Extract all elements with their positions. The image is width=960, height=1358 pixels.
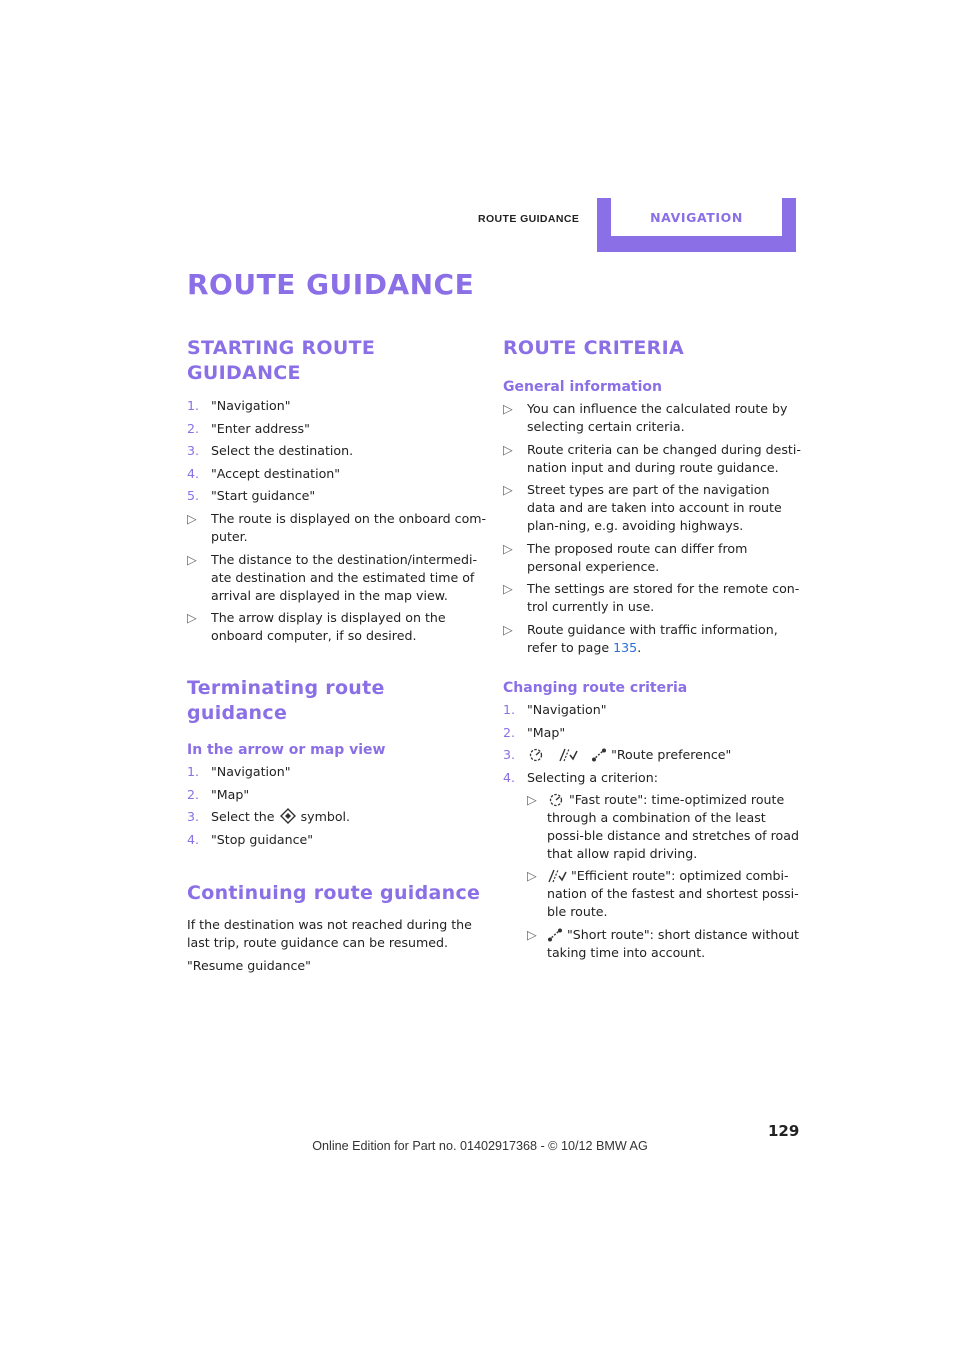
option-efficient-route: ▷ "Efficient route": optimized combi-nation of the fastest and shortest possi-ble route. [527, 868, 799, 920]
bullet-item: ▷ Street types are part of the navigation data and are taken into account in route plan-ning, e.g. avoiding highways. [503, 482, 782, 534]
criteria-options [527, 791, 801, 962]
general-bullets [503, 400, 801, 657]
left-column [187, 336, 487, 975]
subheading-general-information: General information [503, 379, 662, 395]
option-fast-route: ▷ "Fast route": time-optimized route through a combination of the least possi-ble distance and stretches of road that allow rapid driving. [527, 791, 799, 861]
page-title: ROUTE GUIDANCE [187, 268, 475, 301]
starting-bullets [187, 510, 487, 645]
starting-steps [187, 397, 487, 505]
terminating-steps [187, 763, 487, 849]
step: 1. "Navigation" [187, 764, 291, 780]
subheading-arrow-map-view: In the arrow or map view [187, 742, 386, 759]
bullet-item: ▷ The proposed route can differ from personal experience. [503, 540, 748, 574]
step: 3. Select the destination. [187, 443, 354, 459]
step: 5. "Start guidance" [187, 488, 316, 504]
fast-route-icon [547, 793, 565, 807]
bullet-item: ▷ The route is displayed on the onboard com-puter. [187, 510, 487, 544]
heading-route-criteria: ROUTE CRITERIA [503, 337, 684, 359]
subheading-changing-route-criteria: Changing route criteria [503, 679, 688, 696]
step: 2. "Map" [187, 786, 250, 802]
header-section-title: ROUTE GUIDANCE [478, 213, 580, 225]
option-short-route: ▷ "Short route": short distance without taking time into account. [527, 926, 799, 960]
resume-guidance-action: "Resume guidance" [187, 957, 311, 973]
step: 1. "Navigation" [187, 398, 291, 413]
page-number: 129 [768, 1122, 800, 1140]
step: 2. "Map" [503, 724, 566, 740]
route-guidance-flag-icon [279, 808, 297, 824]
bullet-item: ▷ Route guidance with traffic information, refer to page 135. [503, 621, 778, 655]
heading-continuing-route-guidance: Continuing route guidance [187, 881, 481, 904]
efficient-route-icon [558, 748, 578, 762]
heading-terminating-route-guidance: Terminating route guidance [187, 677, 385, 725]
short-route-icon [547, 928, 563, 942]
chapter-tab-label: NAVIGATION [650, 209, 743, 225]
step: 3. "Route preference" [503, 747, 732, 763]
bullet-item: ▷ You can influence the calculated route by selecting certain criteria. [503, 401, 788, 434]
step: 4. "Stop guidance" [187, 831, 314, 847]
bullet-item: ▷ The arrow display is displayed on the onboard computer, if so desired. [187, 610, 446, 644]
bullet-item: ▷ Route criteria can be changed during desti-nation input and during route guidance. [503, 441, 801, 475]
step: 1. "Navigation" [503, 701, 607, 717]
efficient-route-icon [547, 869, 567, 883]
changing-steps [503, 701, 801, 962]
chapter-tab [597, 198, 796, 252]
right-column [503, 336, 801, 967]
footer-edition-note: Online Edition for Part no. 01402917368 - © 10/12 BMW AG [312, 1139, 648, 1153]
continuing-text: If the destination was not reached during the last trip, route guidance can be resumed. [187, 916, 472, 950]
bullet-item: ▷ The settings are stored for the remote con-trol currently in use. [503, 581, 800, 615]
page-reference-link[interactable]: 135 [613, 639, 638, 655]
heading-starting-route-guidance: STARTING ROUTE GUIDANCE [187, 337, 376, 384]
step: 2. "Enter address" [187, 420, 310, 436]
fast-route-icon [527, 748, 545, 762]
short-route-icon [591, 748, 607, 762]
step: 3. Select the symbol. [187, 809, 351, 825]
step: 4. "Accept destination" [187, 465, 341, 481]
bullet-item: ▷ The distance to the destination/intermedi-ate destination and the estimated time of arrival are displayed in the map view. [187, 551, 478, 603]
step: 4. Selecting a criterion: ▷ "Fast route": time-optimized route through a combination of the least possi-ble distance and stretches of road that allow rapid driving. ▷ "Efficient route": optimized combi-nation of the fastest and shortest possi-ble route. ▷ "Short route": short distance without taking time into account. [503, 769, 799, 960]
